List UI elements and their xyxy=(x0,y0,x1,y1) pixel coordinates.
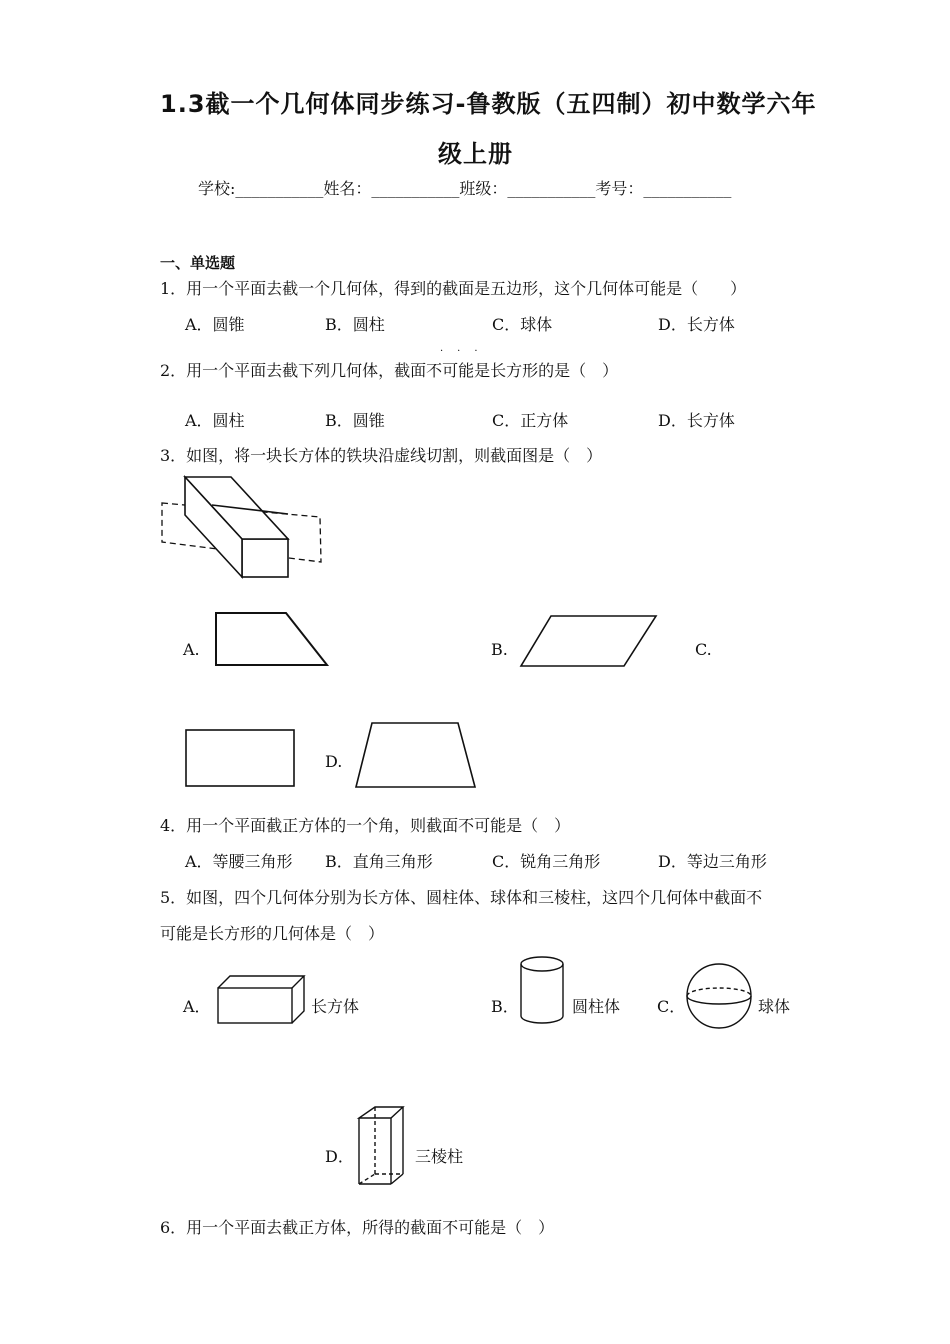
question-4-stem: 4．用一个平面截正方体的一个角，则截面不可能是（ ） xyxy=(160,816,571,835)
question-1-option-b: B．圆柱 xyxy=(325,315,385,334)
cuboid-figure xyxy=(216,974,306,1026)
question-3-option-c: C. xyxy=(695,640,712,659)
question-3-option-b: B. xyxy=(491,640,508,659)
question-3-stem: 3．如图，将一块长方体的铁块沿虚线切割，则截面图是（ ） xyxy=(160,446,603,465)
cylinder-figure xyxy=(518,954,568,1028)
question-3-option-a: A. xyxy=(183,640,200,659)
question-2-option-a: A．圆柱 xyxy=(185,411,245,430)
sphere-figure xyxy=(685,962,755,1032)
cuboid-cut-figure xyxy=(155,470,335,585)
emphasis-dots: ··· xyxy=(440,346,492,357)
page-title-line2: 级上册 xyxy=(438,140,513,168)
section-heading: 一、单选题 xyxy=(160,254,236,272)
question-5-option-b: B． xyxy=(491,997,519,1016)
question-4-option-c: C．锐角三角形 xyxy=(492,852,601,871)
question-5-label-cylinder: 圆柱体 xyxy=(572,997,621,1016)
question-5-option-a: A． xyxy=(183,997,211,1016)
question-4-option-a: A．等腰三角形 xyxy=(185,852,293,871)
isosceles-trapezoid-figure xyxy=(354,721,478,789)
question-1-option-c: C．球体 xyxy=(492,315,553,334)
question-1-option-d: D．长方体 xyxy=(658,315,735,334)
page-title-line1: 1.3截一个几何体同步练习-鲁教版（五四制）初中数学六年 xyxy=(160,90,817,118)
question-5-option-d: D． xyxy=(325,1147,354,1166)
question-2-option-b: B．圆锥 xyxy=(325,411,385,430)
triangular-prism-figure xyxy=(355,1104,409,1188)
question-5-stem-line2: 可能是长方形的几何体是（ ） xyxy=(160,924,385,943)
parallelogram-figure xyxy=(519,614,659,668)
question-6-stem: 6．用一个平面去截正方体，所得的截面不可能是（ ） xyxy=(160,1218,555,1237)
question-5-option-c: C． xyxy=(657,997,686,1016)
question-4-option-b: B．直角三角形 xyxy=(325,852,433,871)
question-1-stem: 1．用一个平面去截一个几何体，得到的截面是五边形，这个几何体可能是（ ） xyxy=(160,279,747,298)
question-5-stem-line1: 5．如图，四个几何体分别为长方体、圆柱体、球体和三棱柱，这四个几何体中截面不 xyxy=(160,888,763,907)
rectangle-figure xyxy=(184,728,296,788)
trapezoid-right-figure xyxy=(214,611,330,667)
question-1-option-a: A．圆锥 xyxy=(185,315,245,334)
question-5-label-sphere: 球体 xyxy=(758,997,791,1016)
student-info-line: 学校:___________姓名：___________班级：___________考号：___________ xyxy=(198,179,732,198)
question-3-option-d: D. xyxy=(325,752,343,771)
question-5-label-cuboid: 长方体 xyxy=(311,997,360,1016)
question-4-option-d: D．等边三角形 xyxy=(658,852,767,871)
question-2-option-d: D．长方体 xyxy=(658,411,735,430)
question-2-option-c: C．正方体 xyxy=(492,411,569,430)
question-5-label-prism: 三棱柱 xyxy=(415,1147,464,1166)
question-2-stem: 2．用一个平面去截下列几何体，截面不可能是长方形的是（ ） xyxy=(160,361,619,380)
